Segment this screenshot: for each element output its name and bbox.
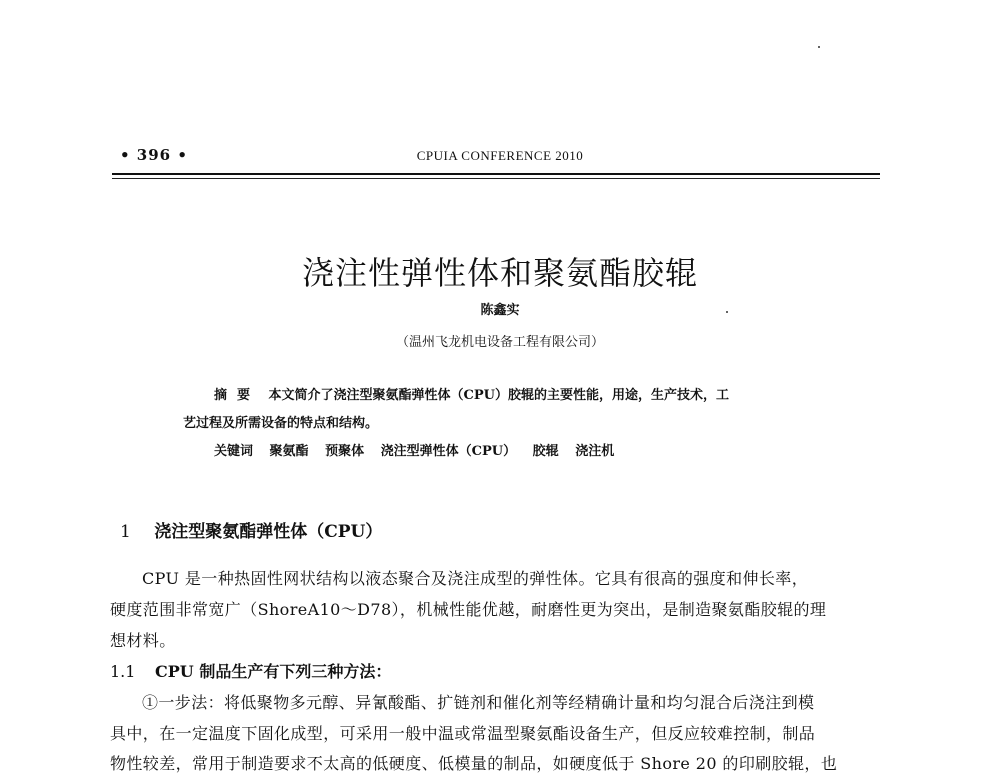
author-name: 陈鑫实 bbox=[480, 303, 520, 318]
scan-speck bbox=[818, 46, 820, 48]
body-line: 想材料。 bbox=[110, 631, 176, 650]
running-title: CPUIA CONFERENCE 2010 bbox=[416, 148, 584, 163]
header-rule-thick bbox=[112, 173, 880, 175]
abstract-line-2: 艺过程及所需设备的特点和结构。 bbox=[183, 416, 379, 431]
abstract-line-1 bbox=[214, 384, 729, 403]
subsection-heading bbox=[110, 659, 391, 682]
keyword-item: 浇注型弹性体（CPU） bbox=[380, 444, 517, 459]
keyword-item: 预聚体 bbox=[325, 444, 365, 459]
body-line: 具中，在一定温度下固化成型，可采用一般中温或常温型聚氨酯设备生产，但反应较难控制，制品 bbox=[110, 724, 816, 743]
keyword-item: 浇注机 bbox=[575, 444, 615, 459]
body-line: CPU 是一种热固性网状结构以液态聚合及浇注成型的弹性体。它具有很高的强度和伸长率， bbox=[142, 569, 809, 588]
abstract-text-1: 本文简介了浇注型聚氨酯弹性体（CPU）胶辊的主要性能，用途，生产技术，工 bbox=[268, 388, 730, 403]
section-title: 浇注型聚氨酯弹性体（CPU） bbox=[154, 522, 383, 542]
article-title: 浇注性弹性体和聚氨酯胶辊 bbox=[301, 254, 698, 292]
body-line: 硬度范围非常宽广（ShoreA10～D78），机械性能优越，耐磨性更为突出，是制造聚氨酯胶辊的理 bbox=[110, 600, 827, 619]
author-affiliation: （温州飞龙机电设备工程有限公司） bbox=[395, 335, 604, 350]
page-number: • 396 • bbox=[120, 146, 188, 164]
keywords-line bbox=[214, 440, 626, 459]
keywords-label: 关键词 bbox=[214, 444, 254, 459]
header-rule-thin bbox=[112, 178, 880, 179]
abstract-label: 摘要 bbox=[214, 388, 261, 403]
body-line: ①一步法：将低聚物多元醇、异氰酸酯、扩链剂和催化剂等经精确计量和均匀混合后浇注到模 bbox=[142, 693, 815, 712]
subsection-title: CPU 制品生产有下列三种方法： bbox=[155, 662, 392, 681]
section-number: 1 bbox=[120, 522, 131, 542]
subsection-number: 1.1 bbox=[110, 662, 136, 681]
section-heading bbox=[120, 517, 382, 542]
body-line: 物性较差，常用于制造要求不太高的低硬度、低模量的制品，如硬度低于 Shore 20 的印刷胶辊，也 bbox=[110, 754, 838, 773]
keyword-item: 胶辊 bbox=[532, 444, 559, 459]
keyword-item: 聚氨酯 bbox=[269, 444, 309, 459]
